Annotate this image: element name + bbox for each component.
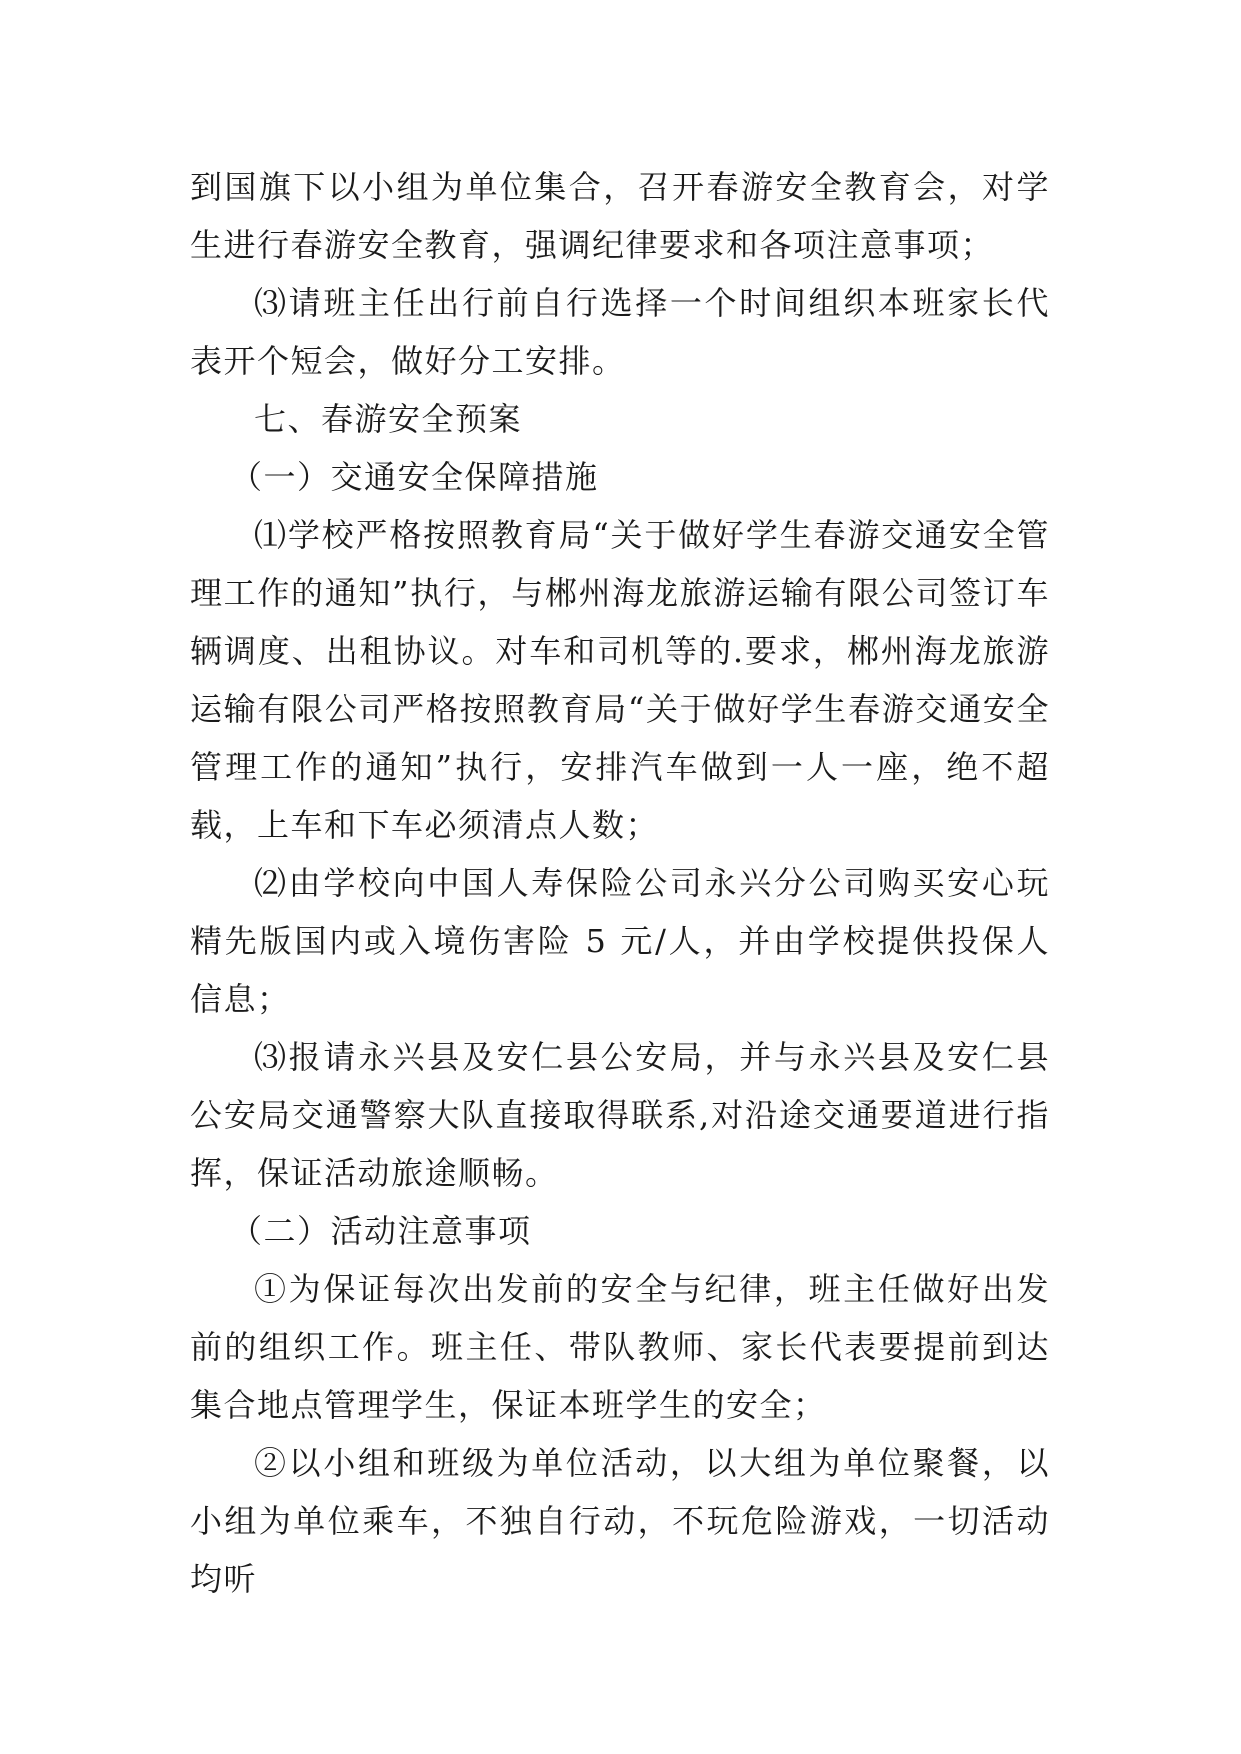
paragraph-item-2-insurance: ⑵由学校向中国人寿保险公司永兴分公司购买安心玩精先版国内或入境伤害险 5 元/人，并由学校提供投保人信息；: [190, 864, 1050, 1018]
paragraph-item-3-parent-meeting: ⑶请班主任出行前自行选择一个时间组织本班家长代表开个短会，做好分工安排。: [190, 284, 1050, 380]
subsection-heading-activity-notes: （二）活动注意事项: [230, 1212, 532, 1250]
document-body: [190, 158, 1050, 1608]
paragraph-continuation: 到国旗下以小组为单位集合，召开春游安全教育会，对学生进行春游安全教育，强调纪律要求和各项注意事项；: [190, 168, 1050, 264]
paragraph-item-circle-2: ②以小组和班级为单位活动，以大组为单位聚餐，以小组为单位乘车，不独自行动，不玩危险游戏，一切活动均听: [190, 1444, 1050, 1598]
paragraph-item-3-police: ⑶报请永兴县及安仁县公安局，并与永兴县及安仁县公安局交通警察大队直接取得联系,对沿途交通要道进行指挥，保证活动旅途顺畅。: [190, 1038, 1050, 1192]
paragraph-item-1-transport-agreement: ⑴学校严格按照教育局“关于做好学生春游交通安全管理工作的通知”执行，与郴州海龙旅游运输有限公司签订车辆调度、出租协议。对车和司机等的.要求，郴州海龙旅游运输有限公司严格按照教育局“关于做好学生春游交通安全管理工作的通知”执行，安排汽车做到一人一座，绝不超载，上车和下车必须清点人数；: [190, 516, 1050, 844]
paragraph-item-circle-1: ①为保证每次出发前的安全与纪律，班主任做好出发前的组织工作。班主任、带队教师、家长代表要提前到达集合地点管理学生，保证本班学生的安全；: [190, 1270, 1050, 1424]
section-heading-7: 七、春游安全预案: [254, 400, 523, 438]
subsection-heading-traffic-safety: （一）交通安全保障措施: [230, 458, 599, 496]
